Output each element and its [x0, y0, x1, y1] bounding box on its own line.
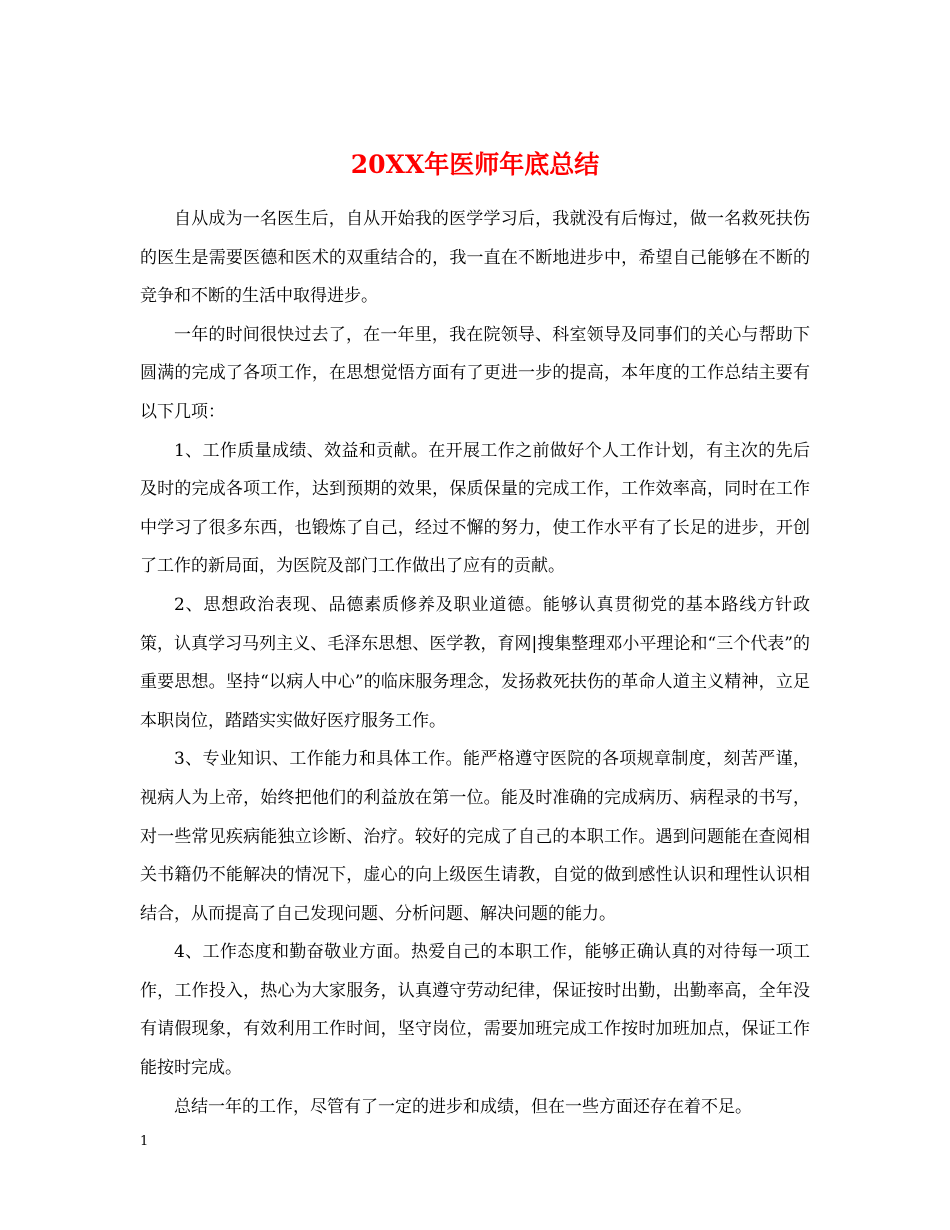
paragraph-item-3: 3、专业知识、工作能力和具体工作。能严格遵守医院的各项规章制度，刻苦严谨，视病人为上帝，始终把他们的利益放在第一位。能及时准确的完成病历、病程录的书写，对一些常见疾病能独立诊断、治疗。较好的完成了自己的本职工作。遇到问题能在查阅相关书籍仍不能解决的情况下，虚心的向上级医生请教，自觉的做到感性认识和理性认识相结合，从而提高了自己发现问题、分析问题、解决问题的能力。 — [140, 749, 810, 924]
document-body — [140, 200, 810, 1126]
paragraph-intro: 自从成为一名医生后，自从开始我的医学学习后，我就没有后悔过，做一名救死扶伤的医生是需要医德和医术的双重结合的，我一直在不断地进步中，希望自己能够在不断的竞争和不断的生活中取得进步。 — [140, 209, 810, 307]
paragraph-summary: 总结一年的工作，尽管有了一定的进步和成绩，但在一些方面还存在着不足。 — [174, 1096, 752, 1117]
document-title: 20XX年医师年底总结 — [350, 149, 600, 179]
paragraph-item-1: 1、工作质量成绩、效益和贡献。在开展工作之前做好个人工作计划，有主次的先后及时的完成各项工作，达到预期的效果，保质保量的完成工作，工作效率高，同时在工作中学习了很多东西，也锻炼了自己，经过不懈的努力，使工作水平有了长足的进步，开创了工作的新局面，为医院及部门工作做出了应有的贡献。 — [140, 440, 810, 577]
paragraph-item-4: 4、工作态度和勤奋敬业方面。热爱自己的本职工作，能够正确认真的对待每一项工作，工作投入，热心为大家服务，认真遵守劳动纪律，保证按时出勤，出勤率高，全年没有请假现象，有效利用工作时间，坚守岗位，需要加班完成工作按时加班加点，保证工作能按时完成。 — [140, 942, 810, 1079]
paragraph-overview: 一年的时间很快过去了，在一年里，我在院领导、科室领导及同事们的关心与帮助下圆满的完成了各项工作，在思想觉悟方面有了更进一步的提高，本年度的工作总结主要有以下几项： — [140, 324, 810, 422]
page-number: 1 — [140, 1134, 149, 1149]
paragraph-item-2: 2、思想政治表现、品德素质修养及职业道德。能够认真贯彻党的基本路线方针政策，认真学习马列主义、毛泽东思想、医学教，育网|搜集整理邓小平理论和“三个代表”的重要思想。坚持“以病人中心”的临床服务理念，发扬救死扶伤的革命人道主义精神，立足本职岗位，踏踏实实做好医疗服务工作。 — [140, 594, 810, 731]
